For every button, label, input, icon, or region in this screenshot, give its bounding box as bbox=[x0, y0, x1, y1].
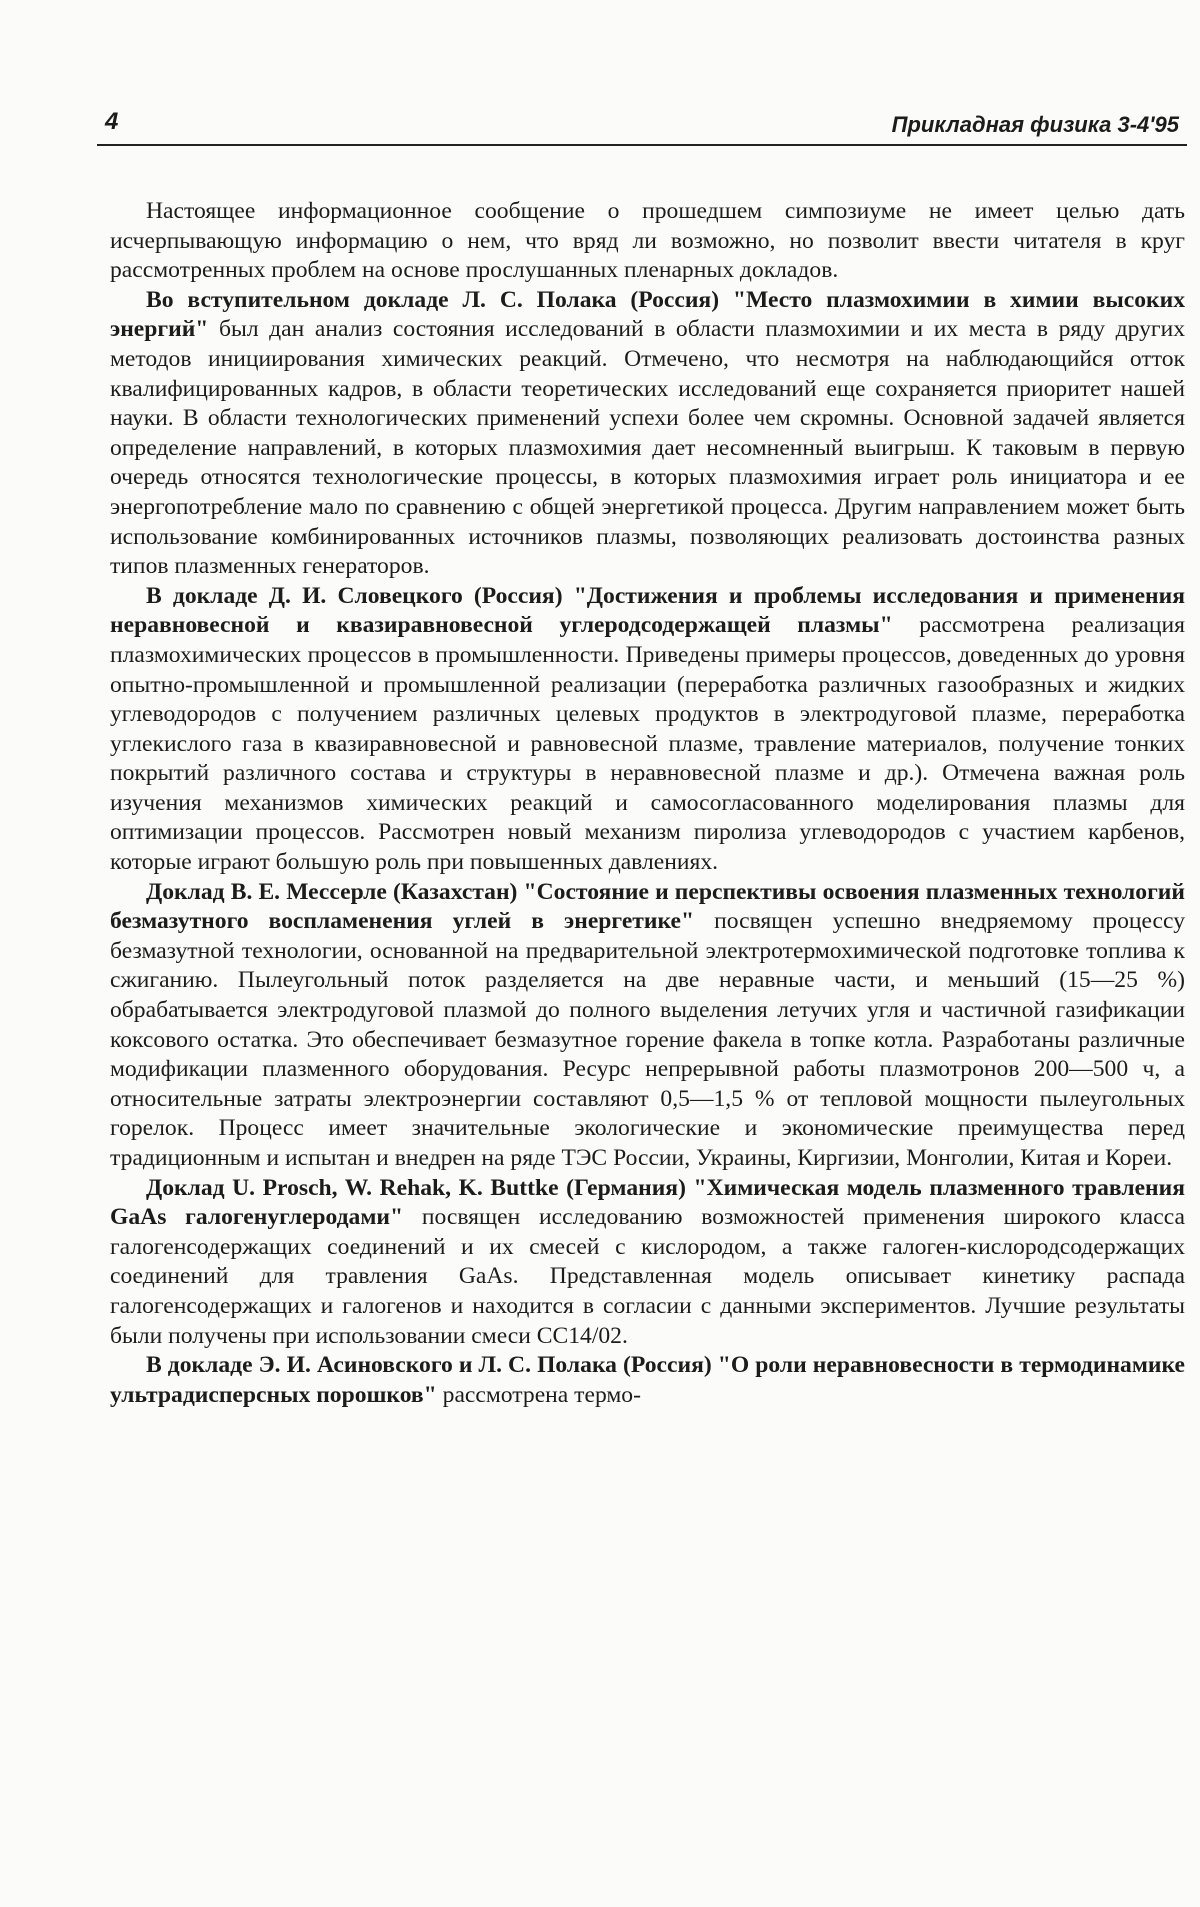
journal-title: Прикладная физика 3-4'95 bbox=[891, 112, 1179, 137]
paragraph-asinovsky bbox=[110, 1351, 1185, 1410]
paragraph-text: Настоящее информационное сообщение о прошедшем симпозиуме не имеет целью дать исчерпывающую информацию о нем, что вряд ли возможно, но позволит ввести читателя в круг рассмотренных проблем на основе прослушанных пленарных докладов. bbox=[110, 198, 1185, 284]
paragraph-polak bbox=[110, 286, 1185, 582]
page-number: 4 bbox=[105, 108, 119, 135]
paragraph-text: посвящен успешно внедряемому процессу безмазутной технологии, основанной на предварительной электротермохимической подготовке топлива к сжиганию. Пылеугольный поток разделяется на две неравные части, и меньший (15—25 %) обрабатывается электродуговой плазмой до полного выделения летучих угля и частичной газификации коксового остатка. Это обеспечивает безмазутное горение факела в топке котла. Разработаны различные модификации плазменного оборудования. Ресурс непрерывной работы плазмотронов 200—500 ч, а относительные затраты электроэнергии составляют 0,5—1,5 % от тепловой мощности пылеугольных горелок. Процесс имеет значительные экологические и экономические преимущества перед традиционным и испытан и внедрен на ряде ТЭС России, Украины, Киргизии, Монголии, Китая и Кореи. bbox=[110, 908, 1185, 1171]
paragraph-text: рассмотрена термо- bbox=[436, 1381, 641, 1408]
paragraph-lead: Доклад В. Е. Мессерле (Казахстан) "Состояние и перспективы освоения плазменных технологий безмазутного воспламенения углей в энергетике" bbox=[110, 878, 1185, 935]
paragraph-prosch bbox=[110, 1174, 1185, 1352]
paragraph-text: был дан анализ состояния исследований в области плазмохимии и их места в ряду других методов инициирования химических реакций. Отмечено, что несмотря на наблюдающийся отток квалифицированных кадров, в области теоретических исследований еще сохраняется приоритет нашей науки. В области технологических применений успехи более чем скромны. Основной задачей является определение направлений, в которых плазмохимия дает несомненный выигрыш. К таковым в первую очередь относятся технологические процессы, в которых плазмохимия играет роль инициатора и ее энергопотребление мало по сравнению с общей энергетикой процесса. Другим направлением может быть использование комбинированных источников плазмы, позволяющих реализовать достоинства разных типов плазменных генераторов. bbox=[110, 316, 1185, 580]
paragraph-lead: В докладе Э. И. Асиновского и Л. С. Полака (Россия) "О роли неравновесности в термодинамике ультрадисперсных порошков" bbox=[110, 1352, 1185, 1408]
paragraph-lead: Доклад U. Prosch, W. Rehak, K. Buttke (Германия) "Химическая модель плазменного травления GaAs галогенуглеродами" bbox=[110, 1174, 1185, 1231]
paragraph-text: рассмотрена реализация плазмохимических процессов в промышленности. Приведены примеры процессов, доведенных до уровня опытно-промышленной и промышленной реализации (переработка различных газообразных и жидких углеводородов с получением различных целевых продуктов в электродуговой плазме, переработка углекислого газа в квазиравновесной и равновесной плазме, травление материалов, получение тонких покрытий различного состава и структуры в неравновесной плазме и др.). Отмечена важная роль изучения механизмов химических реакций и самосогласованного моделирования плазмы для оптимизации процессов. Рассмотрен новый механизм пиролиза углеводородов с участием карбенов, которые играют большую роль при повышенных давлениях. bbox=[110, 612, 1185, 876]
running-header bbox=[97, 108, 1187, 146]
paragraph-intro bbox=[110, 197, 1185, 286]
paragraph-messerle bbox=[110, 878, 1185, 1174]
article-body bbox=[110, 197, 1185, 1410]
paragraph-lead: Во вступительном докладе Л. С. Полака (Россия) "Место плазмохимии в химии высоких энергий" bbox=[110, 286, 1185, 343]
paragraph-text: посвящен исследованию возможностей применения широкого класса галогенсодержащих соединений и их смесей с кислородом, а также галоген-кислородсодержащих соединений для травления GaAs. Представленная модель описывает кинетику распада галогенсодержащих и галогенов и находится в согласии с данными экспериментов. Лучшие результаты были получены при использовании смеси CC14/02. bbox=[110, 1204, 1185, 1349]
paragraph-lead: В докладе Д. И. Словецкого (Россия) "Достижения и проблемы исследования и применения неравновесной и квазиравновесной углеродсодержащей плазмы" bbox=[110, 582, 1185, 639]
paragraph-slovetsky bbox=[110, 582, 1185, 878]
